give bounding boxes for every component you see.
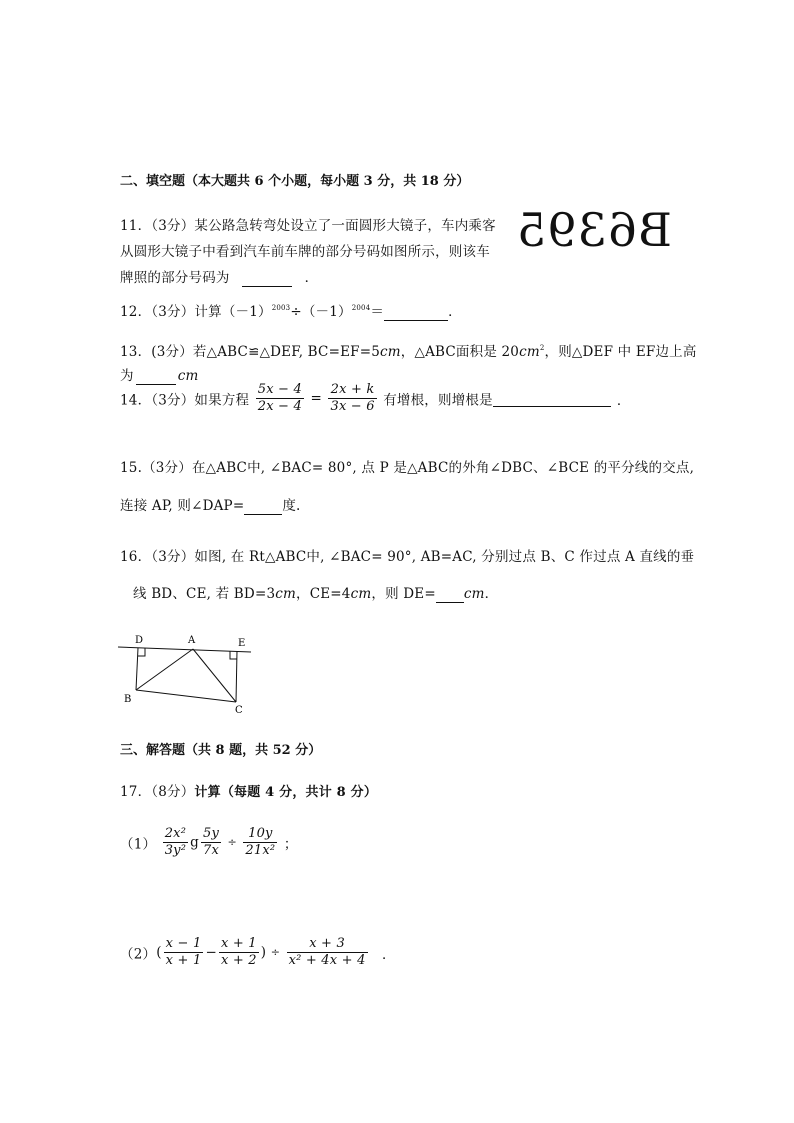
label-c: C	[235, 705, 243, 716]
q13-text-b: ，△ABC面积是 20	[400, 344, 520, 360]
q17-p2-close-paren: )	[260, 944, 267, 961]
q12-equals: ＝	[370, 304, 385, 320]
q14-period: ．	[616, 392, 631, 409]
q13-line1	[120, 340, 697, 360]
right-angle-d	[138, 648, 145, 656]
q17-p1-fraction-3	[243, 826, 277, 859]
q17-p1-fraction-1	[163, 826, 188, 859]
q16-text-b: ，CE=4	[296, 586, 351, 602]
q17-p1-f1-denominator: 3y²	[164, 843, 187, 858]
q17-p1-divide: ÷	[227, 836, 237, 849]
q17-p2-f1-numerator: x − 1	[165, 936, 202, 951]
q17-p1-f2-denominator: 7x	[202, 843, 219, 858]
q15-unit: 度.	[282, 498, 301, 514]
q17-p2-fraction-1	[164, 936, 204, 969]
q17-p1-f2-numerator: 5y	[202, 826, 219, 841]
q16-unit-2: cm	[350, 586, 372, 602]
q12-exponent-1: 2003	[271, 304, 291, 312]
q11-line1: 11．（3分）某公路急转弯处设立了一面圆形大镜子，车内乘客	[120, 218, 496, 234]
q15-line1: 15.（3分）在△ABC中, ∠BAC= 80°, 点 P 是△ABC的外角∠DBC、∠BCE 的平分线的交点,	[120, 460, 695, 476]
q16-unit-3: cm	[463, 586, 485, 602]
q17-p1-f3-denominator: 21x²	[245, 843, 276, 858]
q11-line2: 从圆形大镜子中看到汽车前车牌的部分号码如图所示，则该车	[120, 244, 490, 260]
q17-p1-end: ；	[283, 836, 298, 853]
q17-p2-open-paren: (	[156, 944, 162, 961]
q17-p2-fraction-3	[287, 936, 368, 969]
q17-number: 17．（8分）	[120, 784, 195, 800]
q11-prompt: 牌照的部分号码为	[120, 270, 230, 286]
q12-prefix: 12．（3分）计算（－1）	[120, 304, 272, 320]
q14-f1-numerator: 5x − 4	[257, 382, 302, 397]
q17-part2-label: （2）	[120, 946, 157, 963]
q17-part1-label: （1）	[120, 836, 157, 853]
q16-line1: 16．（3分）如图, 在 Rt△ABC中, ∠BAC= 90°, AB=AC, 分别过点 B、C 作过点 A 直线的垂	[120, 549, 695, 565]
segment-bd	[136, 648, 138, 690]
q17-p2-f2-numerator: x + 1	[220, 936, 257, 951]
q16-line2	[133, 582, 498, 603]
q13-unit-cm2: cm	[519, 344, 540, 360]
q17-p1-f3-numerator: 10y	[243, 826, 277, 843]
label-b: B	[124, 694, 132, 705]
q14-f1-denominator: 2x − 4	[257, 399, 302, 414]
q11-line3	[120, 266, 318, 287]
q15-line2	[120, 494, 301, 515]
q12-divide: ÷（－1）	[290, 304, 352, 320]
q13-prompt: 为	[120, 368, 134, 384]
q17-p2-fraction-2	[219, 936, 259, 969]
q14-f2-denominator: 3x − 6	[330, 399, 375, 414]
q14-answer-blank[interactable]	[493, 390, 611, 407]
q16-answer-blank[interactable]	[436, 586, 464, 603]
q16-unit-1: cm	[275, 586, 297, 602]
q17-p1-f1-numerator: 2x²	[163, 826, 188, 843]
q17-instruction: 计算（每题 4 分，共计 8 分）	[194, 785, 378, 800]
q16-period: ．	[484, 586, 499, 602]
q14-suffix: 有增根，则增根是	[383, 392, 493, 409]
q17-part1	[120, 826, 298, 859]
q12-exponent-2: 2004	[351, 304, 371, 312]
triangle-figure	[115, 632, 255, 718]
q13-text-c: ，则△DEF 中 EF边上高	[544, 344, 697, 360]
label-e: E	[238, 638, 246, 649]
label-d: D	[135, 635, 144, 646]
q17-p2-minus: −	[205, 944, 217, 961]
q17-p2-f1-denominator: x + 1	[165, 953, 202, 968]
label-a: A	[188, 635, 196, 646]
q17-p2-f3-numerator: x + 3	[287, 936, 368, 953]
section-2-heading: 二、填空题（本大题共 6 个小题，每小题 3 分，共 18 分）	[120, 174, 470, 189]
section-3-heading: 三、解答题（共 8 题，共 52 分）	[120, 743, 322, 758]
q16-text-c: ，则 DE=	[371, 586, 436, 602]
q17-p1-multiply: g	[190, 834, 199, 851]
q13-unit-cm: cm	[380, 344, 401, 360]
q13-text-a: 13．(3分）若△ABC≌△DEF, BC=EF=5	[120, 344, 381, 360]
q17-part2	[120, 936, 396, 969]
segment-bc	[136, 690, 236, 702]
q16-text-a: 线 BD、CE, 若 BD=3	[133, 586, 276, 602]
q11-period: ．	[304, 270, 319, 286]
q12-period: ．	[448, 304, 462, 320]
q17-heading	[120, 780, 377, 800]
right-angle-e	[230, 651, 237, 659]
q12-answer-blank[interactable]	[384, 304, 448, 321]
q17-p2-divide: ÷	[270, 946, 281, 959]
q14-fraction-right	[328, 382, 376, 415]
q14-f2-numerator: 2x + k	[328, 382, 376, 399]
q17-p2-f2-denominator: x + 2	[220, 953, 257, 968]
q15-answer-blank[interactable]	[244, 498, 282, 515]
q17-p2-f3-denominator: x² + 4x + 4	[288, 953, 366, 968]
q17-p2-end: ．	[382, 946, 396, 963]
q14-prefix: 14．（3分）如果方程	[120, 392, 250, 409]
q14-fraction-left	[256, 382, 304, 415]
mirrored-license-plate: B6395	[516, 203, 672, 257]
q11-answer-blank[interactable]	[242, 270, 292, 287]
q14-equals: =	[310, 390, 322, 407]
q15-prompt: 连接 AP, 则∠DAP=	[120, 498, 245, 514]
q17-p1-fraction-2	[201, 826, 221, 859]
q14-line	[120, 382, 631, 415]
q13-square: 2	[539, 344, 545, 352]
q13-answer-unit: cm	[177, 368, 199, 384]
q12-line	[120, 300, 462, 321]
